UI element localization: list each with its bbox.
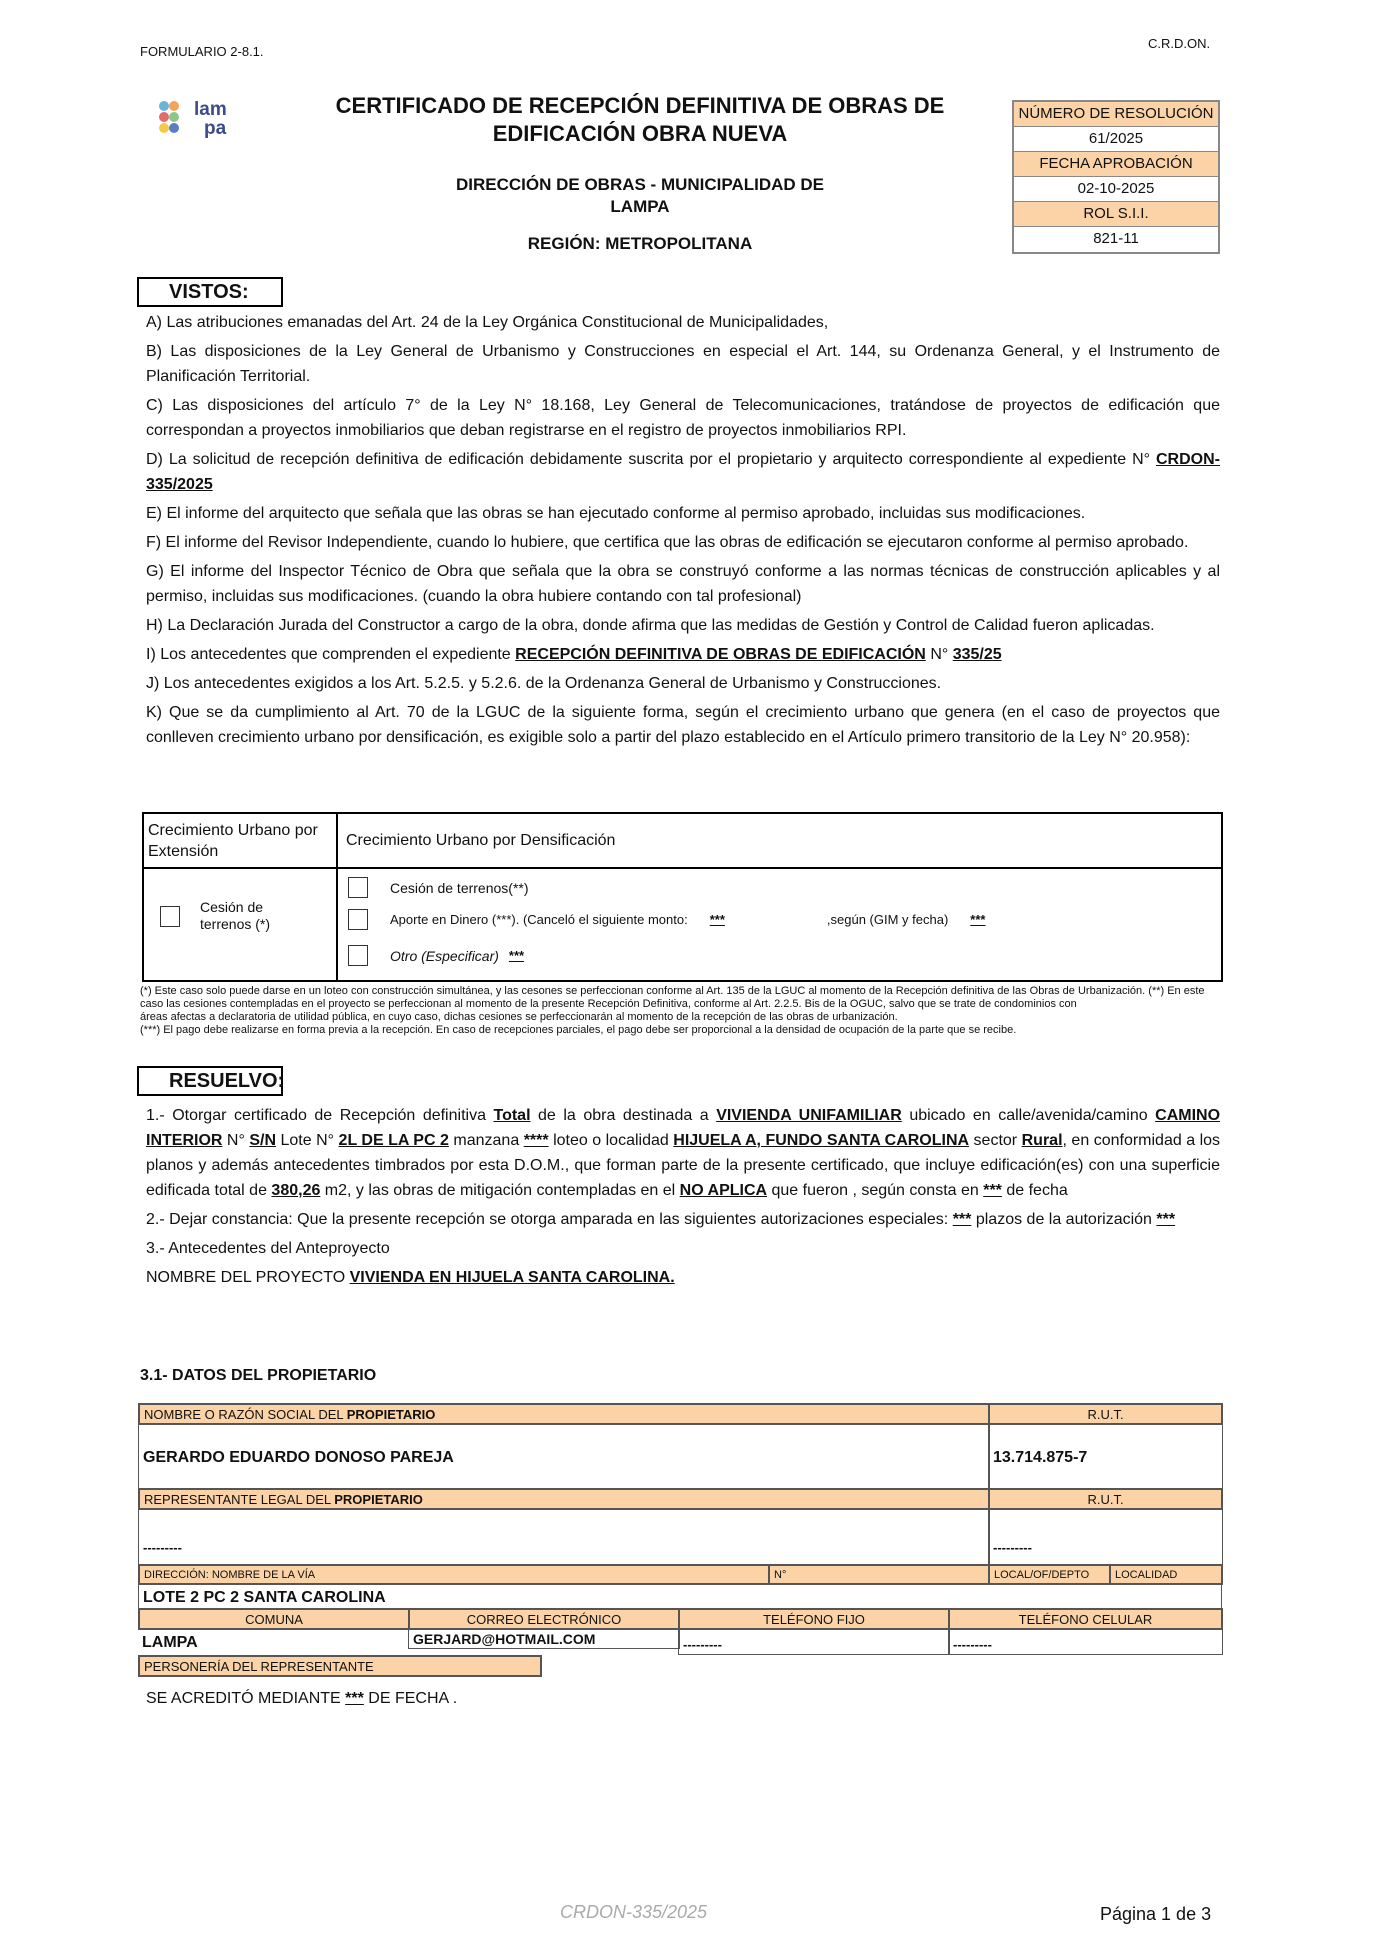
comuna	[138, 1629, 410, 1655]
densification-cell	[338, 869, 1221, 980]
text: DE FECHA .	[368, 1690, 458, 1707]
owner-rut	[988, 1424, 1223, 1490]
owner-name-label	[138, 1403, 990, 1425]
text: 2.- Dejar constancia: Que la presente recepción se otorga amparada en las siguientes autorizaciones especiales:	[146, 1211, 949, 1228]
owner-name-value: GERARDO EDUARDO DONOSO PAREJA	[143, 1449, 454, 1466]
vistos-heading: VISTOS:	[137, 277, 283, 307]
resuelvo-2	[146, 1207, 1220, 1232]
owner-name	[138, 1424, 990, 1490]
project-label: NOMBRE DEL PROYECTO	[146, 1269, 346, 1286]
surface: 380,26	[271, 1182, 321, 1199]
reception-type: Total	[493, 1107, 531, 1124]
footnote: (*) Este caso solo puede darse en un loteo con construcción simultánea, y las cesones se perfeccionan conforme al Art. 135 de la LGUC al momento de la Recepción definitiva de las Obras de Urbanización. (**) En este caso las cesiones contempladas en el proyecto se perfeccionan al momento de la presente Recepción Definitiva, conforme al Art. 2.2.5. Bis de la OGUC, salvo que se trate de condominios con	[140, 985, 1205, 1010]
address-label: DIRECCIÓN: NOMBRE DE LA VÍA	[138, 1564, 770, 1585]
acredito-value: ***	[345, 1690, 364, 1707]
otro-label: Otro (Especificar)	[390, 947, 499, 964]
approval-date: 02-10-2025	[1014, 177, 1218, 202]
text: N°	[222, 1132, 250, 1149]
resolution-number: 61/2025	[1014, 127, 1218, 152]
personeria-label: PERSONERÍA DEL REPRESENTANTE	[138, 1655, 542, 1677]
text: plazos de la autorización	[975, 1211, 1152, 1228]
street: CAMINO INTERIOR	[146, 1107, 1221, 1149]
text: ubicado en calle/avenida/camino	[901, 1107, 1156, 1124]
project-name: VIVIENDA EN HIJUELA SANTA CAROLINA.	[349, 1269, 675, 1286]
document-title: CERTIFICADO DE RECEPCIÓN DEFINITIVA DE OBRAS DE EDIFICACIÓN OBRA NUEVA	[335, 93, 945, 146]
destination: VIVIENDA UNIFAMILIAR	[716, 1107, 902, 1124]
cell-value: ---------	[948, 1629, 1223, 1655]
otro-value: ***	[508, 948, 525, 963]
text: de fecha	[1001, 1182, 1068, 1199]
vistos-g: G) El informe del Inspector Técnico de Obra que señala que la obra se construyó conforme a las normas técnicas de construcción aplicables y al permiso, incluidas sus modificaciones. (cuando la obra hubiere contando con tal profesional)	[146, 563, 1220, 605]
vistos-f: F) El informe del Revisor Independiente, cuando lo hubiere, que certifica que las obras de edificación se ejecutaron conforme al permiso aprobado.	[146, 534, 1189, 551]
vistos-e: E) El informe del arquitecto que señala que las obras se han ejecutado conforme al permiso aprobado, incluidas sus modificaciones.	[146, 505, 1086, 522]
number-label: N°	[768, 1564, 990, 1585]
text: , en conformidad a los planos y además antecedentes timbrados por esta D.O.M., que forman parte de la presente certificado, que incluye edificación(es) con una superficie edificada total de	[146, 1132, 1221, 1199]
sector: Rural	[1021, 1132, 1063, 1149]
locality: HIJUELA A, FUNDO SANTA CAROLINA	[673, 1132, 970, 1149]
resolution-table	[1012, 100, 1220, 254]
text: manzana	[448, 1132, 524, 1149]
cell-label: TELÉFONO CELULAR	[948, 1608, 1223, 1630]
vistos-h: H) La Declaración Jurada del Constructor a cargo de la obra, donde afirma que las medidas de Gestión y Control de Calidad fueron aplicadas.	[146, 617, 1155, 634]
footnote: áreas afectas a declaratoria de utilidad pública, en cuyo caso, dichas cesiones se perfeccionarán al momento de la recepción de las obras de urbanización.	[140, 1011, 898, 1023]
resuelvo-body	[146, 1103, 1220, 1294]
authorization-term: ***	[1156, 1211, 1176, 1228]
page-number: Página 1 de 3	[1100, 1904, 1212, 1924]
aporte-checkbox[interactable]	[348, 909, 368, 930]
vistos-j: J) Los antecedentes exigidos a los Art. 5.2.5. y 5.2.6. de la Ordenanza General de Urbanismo y Construcciones.	[146, 675, 942, 692]
project-name-line	[146, 1265, 1220, 1290]
vistos-i	[146, 642, 1220, 667]
footnote: (***) El pago debe realizarse en forma previa a la recepción. En caso de recepciones parciales, el pago debe ser proporcional a la densidad de ocupación de la parte que se recibe.	[140, 1024, 1017, 1036]
footnotes	[140, 985, 1225, 1037]
block: ****	[523, 1132, 549, 1149]
extension-cell	[144, 869, 338, 980]
svg-text:pa: pa	[204, 118, 227, 138]
segun-label: ,según (GIM y fecha)	[826, 912, 949, 927]
rep-rut-value: ---------	[988, 1509, 1223, 1565]
vistos-i-text: I) Los antecedentes que comprenden el expediente	[146, 646, 511, 663]
otro-checkbox[interactable]	[348, 945, 368, 966]
aporte-value: ***	[709, 912, 725, 927]
rol-value: 821-11	[1093, 230, 1139, 247]
acredito-line	[146, 1690, 457, 1708]
vistos-d-text: D) La solicitud de recepción definitiva de edificación debidamente suscrita por el propietario y arquitecto correspondiente al expediente N°	[146, 451, 1151, 468]
address	[138, 1584, 1222, 1609]
footer-code: CRDON-335/2025	[560, 1902, 708, 1922]
address-value: LOTE 2 PC 2 SANTA CAROLINA	[143, 1589, 386, 1606]
vistos-i-n: N°	[930, 646, 949, 663]
street-number: S/N	[249, 1132, 277, 1149]
text: REPRESENTANTE LEGAL DEL	[144, 1492, 335, 1507]
comuna-label: COMUNA	[138, 1608, 410, 1630]
form-code: FORMULARIO 2-8.1.	[140, 44, 264, 59]
resuelvo-1	[146, 1103, 1220, 1203]
lot: 2L DE LA PC 2	[338, 1132, 449, 1149]
resuelvo-heading: RESUELVO:	[137, 1066, 283, 1096]
rol-label: ROL S.I.I.	[1014, 202, 1218, 227]
extension-cesion-label: Cesión de terrenos (*)	[200, 899, 271, 932]
densification-header: Crecimiento Urbano por Densificación	[338, 814, 1221, 869]
rep-value: ---------	[138, 1509, 990, 1565]
vistos-a: A) Las atribuciones emanadas del Art. 24 de la Ley Orgánica Constitucional de Municipalidades,	[146, 314, 829, 331]
text: PROPIETARIO	[334, 1492, 423, 1507]
aporte-label: Aporte en Dinero (***). (Canceló el siguiente monto:	[390, 912, 688, 927]
vistos-body	[146, 310, 1220, 754]
approval-date-label: FECHA APROBACIÓN	[1014, 152, 1218, 177]
svg-text:lam: lam	[194, 99, 227, 120]
vistos-k: K) Que se da cumplimiento al Art. 70 de la LGUC de la siguiente forma, según el crecimiento urbano que genera (en el caso de proyectos que conlleven crecimiento urbano por densificación, es exigible solo a partir del plazo establecido en el Artículo primero transitorio de la Ley N° 20.958):	[146, 704, 1220, 746]
resolution-number-label: NÚMERO DE RESOLUCIÓN	[1014, 102, 1218, 127]
text: loteo o localidad	[548, 1132, 674, 1149]
vistos-i-num: 335/25	[952, 646, 1002, 663]
extension-header: Crecimiento Urbano por Extensión	[144, 814, 338, 869]
localidad-label: LOCALIDAD	[1109, 1564, 1223, 1585]
text: PROPIETARIO	[346, 1407, 436, 1422]
consta-value: ***	[983, 1182, 1002, 1199]
rep-rut-label: R.U.T.	[988, 1488, 1223, 1510]
vistos-i-exp: RECEPCIÓN DEFINITIVA DE OBRAS DE EDIFICACIÓN	[515, 646, 926, 663]
authorization-value: ***	[952, 1211, 972, 1228]
text: 1.- Otorgar certificado de Recepción definitiva	[146, 1107, 494, 1124]
vistos-b: B) Las disposiciones de la Ley General de Urbanismo y Construcciones en especial el Art. 144, su Ordenanza General, y el Instrumento de Planificación Territorial.	[146, 343, 1220, 385]
urban-growth-table	[142, 812, 1223, 982]
text: que fueron , según consta en	[767, 1182, 984, 1199]
cesion-label: Cesión de terrenos(**)	[390, 879, 529, 896]
crdon-label: C.R.D.ON.	[1148, 36, 1211, 51]
text: sector	[969, 1132, 1022, 1149]
resuelvo-3: 3.- Antecedentes del Anteproyecto	[146, 1240, 390, 1257]
vistos-d	[146, 447, 1220, 497]
owner-section-title: 3.1- DATOS DEL PROPIETARIO	[140, 1367, 377, 1384]
direction: DIRECCIÓN DE OBRAS - MUNICIPALIDAD DE LAMPA	[455, 175, 825, 216]
region: REGIÓN: METROPOLITANA	[527, 234, 753, 253]
cesion-checkbox[interactable]	[348, 877, 368, 898]
comuna-value: LAMPA	[142, 1634, 198, 1651]
email-value: GERJARD@HOTMAIL.COM	[408, 1629, 680, 1649]
phone-value: ---------	[678, 1629, 950, 1655]
vistos-c: C) Las disposiciones del artículo 7° de la Ley N° 18.168, Ley General de Telecomunicaciones, tratándose de proyectos de edificación que correspondan a proyectos inmobiliarios que deban registrarse en el registro de proyectos inmobiliarios RPI.	[146, 397, 1220, 439]
lampa-logo	[158, 98, 250, 138]
expediente-number: CRDON-335/2025	[146, 451, 1220, 493]
local-label: LOCAL/OF/DEPTO	[988, 1564, 1111, 1585]
owner-rut-value: 13.714.875-7	[993, 1449, 1088, 1466]
text: de la obra destinada a	[530, 1107, 717, 1124]
segun-value: ***	[970, 912, 986, 927]
text: Lote N°	[276, 1132, 339, 1149]
owner-rut-label: R.U.T.	[988, 1403, 1223, 1425]
email-label: CORREO ELECTRÓNICO	[408, 1608, 680, 1630]
phone-label: TELÉFONO FIJO	[678, 1608, 950, 1630]
text: m2, y las obras de mitigación contempladas en el	[320, 1182, 680, 1199]
rep-label	[138, 1488, 990, 1510]
extension-cesion-checkbox[interactable]	[160, 906, 180, 927]
text: NOMBRE O RAZÓN SOCIAL DEL	[144, 1407, 347, 1422]
text: SE ACREDITÓ MEDIANTE	[146, 1690, 341, 1707]
mitigation: NO APLICA	[679, 1182, 768, 1199]
